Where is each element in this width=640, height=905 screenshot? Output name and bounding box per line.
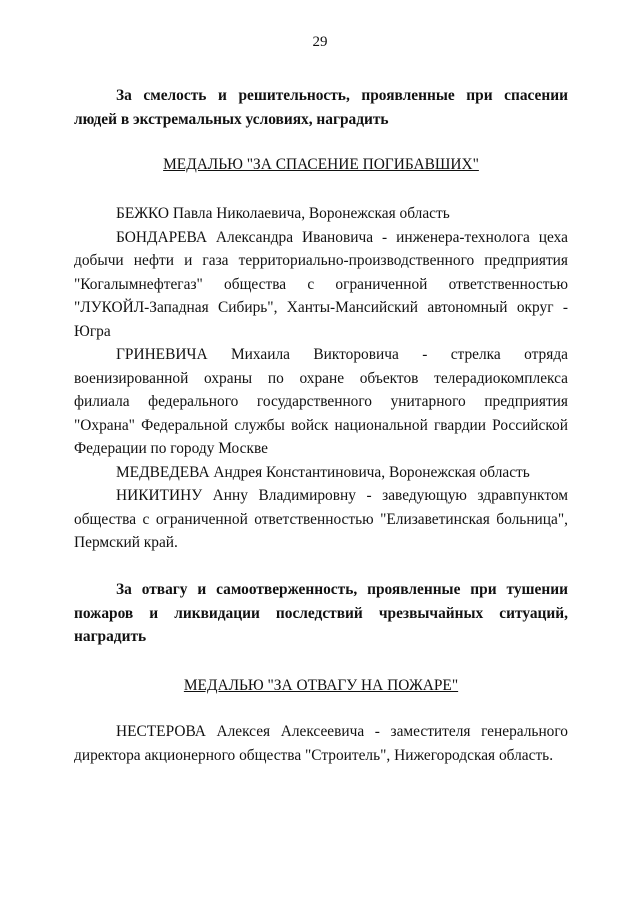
section-1-award-block [74, 156, 568, 174]
page-number: 29 [312, 34, 328, 50]
section-2-intro: За отвагу и самоотверженность, проявленные при тушении пожаров и ликвидации последствий чрезвычайных ситуаций, наградить [74, 581, 568, 645]
section-2-award-block [74, 677, 568, 695]
section-1-intro: За смелость и решительность, проявленные при спасении людей в экстремальных условиях, наградить [74, 87, 568, 128]
awardee-entry: ГРИНЕВИЧА Михаила Викторовича - стрелка отряда военизированной охраны по охране объектов телерадиокомплекса филиала федерального государственного унитарного предприятия "Охрана" Федеральной службы войск национальной гвардии Российской Федерации по городу Москве [74, 346, 568, 457]
section-2-awardee-list [74, 720, 568, 767]
section-1-intro-block [74, 84, 568, 131]
awardee-entry: НЕСТЕРОВА Алексея Алексеевича - заместителя генерального директора акционерного общества "Строитель", Нижегородская область. [74, 723, 568, 764]
awardee-entry: МЕДВЕДЕВА Андрея Константиновича, Воронежская область [116, 463, 530, 481]
section-2-intro-block [74, 578, 568, 649]
award-title-rescue: МЕДАЛЬЮ "ЗА СПАСЕНИЕ ПОГИБАВШИХ" [163, 156, 479, 173]
section-1-awardee-list [74, 202, 568, 555]
awardee-entry: БОНДАРЕВА Александра Ивановича - инженера-технолога цеха добычи нефти и газа территориально-производственного предприятия "Когалымнефтегаз" общества с ограниченной ответственностью "ЛУКОЙЛ-Западная Сибирь", Ханты-Мансийский автономный округ - Югра [74, 228, 568, 340]
award-title-fire: МЕДАЛЬЮ "ЗА ОТВАГУ НА ПОЖАРЕ" [183, 677, 459, 694]
awardee-entry: БЕЖКО Павла Николаевича, Воронежская область [116, 205, 450, 222]
awardee-entry: НИКИТИНУ Анну Владимировну - заведующую здравпунктом общества с ограниченной ответственностью "Елизаветинская больница", Пермский край. [74, 487, 568, 551]
